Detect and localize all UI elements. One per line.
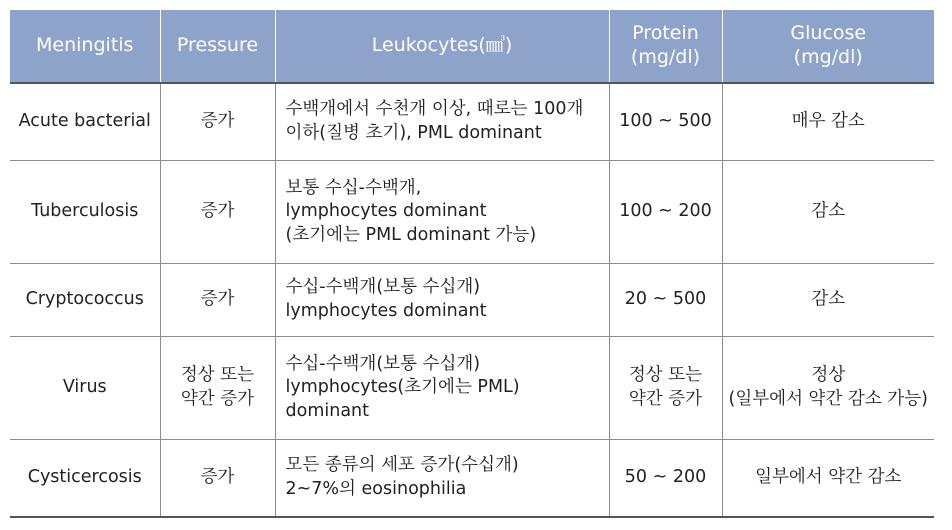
meningitis-table-container — [10, 10, 934, 518]
cell-text: 증가 — [200, 467, 235, 488]
cell-text: 50 ~ 200 — [624, 467, 707, 488]
cell-text: Tuberculosis — [31, 201, 139, 222]
cell-text: lymphocytes dominant — [285, 201, 487, 222]
cell-text: 100 ~ 200 — [619, 201, 712, 222]
cell-protein — [609, 440, 722, 518]
header-pressure-label: Pressure — [176, 34, 259, 57]
header-glucose-unit: (mg/dl) — [793, 46, 863, 68]
table-row — [10, 440, 934, 518]
cell-meningitis — [10, 440, 160, 518]
header-glucose — [722, 10, 934, 83]
cell-glucose — [722, 337, 934, 440]
cell-text: 수백개에서 수천개 이상, 때로는 100개 — [285, 99, 584, 120]
cell-text: 정상 또는 — [628, 365, 703, 386]
table-row — [10, 161, 934, 264]
header-pressure — [160, 10, 275, 83]
cell-text: (일부에서 약간 감소 가능) — [728, 389, 928, 409]
header-meningitis — [10, 10, 160, 83]
cell-text: 이하(질병 초기), PML dominant — [285, 123, 542, 143]
cell-meningitis — [10, 264, 160, 337]
cell-text: 수십-수백개(보통 수십개) — [285, 277, 481, 298]
cell-pressure — [160, 440, 275, 518]
cell-protein — [609, 83, 722, 161]
cell-text: lymphocytes dominant — [285, 301, 487, 321]
cell-meningitis — [10, 161, 160, 264]
table-row — [10, 83, 934, 161]
cell-text: Cysticercosis — [27, 467, 142, 488]
cell-text: 증가 — [200, 111, 235, 132]
cell-protein — [609, 337, 722, 440]
cell-text: 약간 증가 — [180, 389, 255, 409]
header-row — [10, 10, 934, 83]
header-protein — [609, 10, 722, 83]
header-leukocytes — [275, 10, 609, 83]
cell-text: 20 ~ 500 — [624, 289, 707, 310]
cell-protein — [609, 264, 722, 337]
cell-text: 보통 수십-수백개, — [285, 177, 422, 198]
table-body — [10, 83, 934, 517]
cell-text: (초기에는 PML dominant 가능) — [285, 224, 537, 245]
cell-text: 정상 또는 — [180, 365, 255, 386]
header-meningitis-label: Meningitis — [36, 34, 134, 57]
cell-text: 증가 — [200, 201, 235, 222]
header-protein-unit: (mg/dl) — [630, 46, 701, 68]
cell-leukocytes — [275, 161, 609, 264]
cell-text: 정상 — [811, 365, 846, 386]
header-leukocytes-label: Leukocytes(㎣) — [371, 34, 513, 57]
cell-text: 일부에서 약간 감소 — [755, 467, 902, 488]
cell-text: 2~7%의 eosinophilia — [285, 479, 467, 499]
cell-text: 모든 종류의 세포 증가(수십개) — [285, 455, 519, 476]
cell-leukocytes — [275, 264, 609, 337]
cell-text: 감소 — [811, 289, 846, 310]
header-glucose-label: Glucose — [790, 22, 867, 45]
cell-pressure — [160, 337, 275, 440]
cell-text: 매우 감소 — [791, 111, 865, 132]
cell-pressure — [160, 161, 275, 264]
cell-text: Virus — [62, 377, 107, 398]
cell-leukocytes — [275, 337, 609, 440]
meningitis-table — [10, 10, 934, 518]
cell-leukocytes — [275, 83, 609, 161]
cell-text: Cryptococcus — [25, 289, 144, 310]
cell-glucose — [722, 83, 934, 161]
cell-protein — [609, 161, 722, 264]
cell-text: 증가 — [200, 289, 235, 310]
cell-glucose — [722, 440, 934, 518]
cell-text: dominant — [285, 400, 369, 421]
cell-glucose — [722, 264, 934, 337]
cell-glucose — [722, 161, 934, 264]
cell-text: 감소 — [811, 201, 846, 222]
table-row — [10, 337, 934, 440]
table-header — [10, 10, 934, 83]
cell-meningitis — [10, 83, 160, 161]
cell-meningitis — [10, 337, 160, 440]
cell-leukocytes — [275, 440, 609, 518]
cell-text: Acute bacterial — [18, 111, 151, 132]
header-protein-label: Protein — [632, 22, 699, 45]
cell-pressure — [160, 83, 275, 161]
cell-text: 수십-수백개(보통 수십개) — [285, 353, 481, 374]
cell-pressure — [160, 264, 275, 337]
cell-text: lymphocytes(초기에는 PML) — [285, 377, 520, 398]
cell-text: 약간 증가 — [628, 389, 703, 409]
cell-text: 100 ~ 500 — [619, 111, 712, 132]
table-row — [10, 264, 934, 337]
